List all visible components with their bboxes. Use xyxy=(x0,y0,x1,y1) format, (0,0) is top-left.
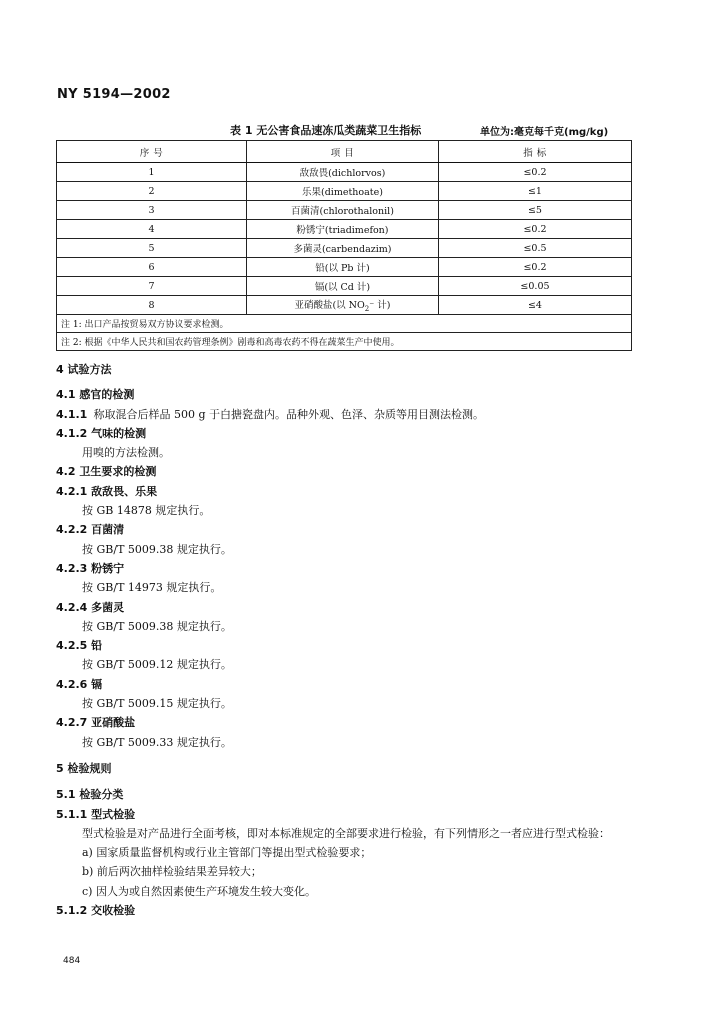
header-item: 项 目 xyxy=(246,141,438,163)
section-heading: 4.2.4 多菌灵 xyxy=(56,600,125,614)
section-heading: 4.2.5 铅 xyxy=(56,639,103,653)
table-note-2: 注 2: 根据《中华人民共和国农药管理条例》剧毒和高毒农药不得在蔬菜生产中使用。 xyxy=(57,333,632,351)
section-heading: 4.1 感官的检测 xyxy=(56,388,135,402)
row-item: 敌敌畏(dichlorvos) xyxy=(246,163,438,182)
clause-paragraph: 型式检验是对产品进行全面考核，即对本标准规定的全部要求进行检验，有下列情形之一者应进行型式检验： xyxy=(82,826,610,840)
nitrite-subscript: 2 xyxy=(364,304,370,313)
section-heading: 5.1 检验分类 xyxy=(56,788,124,802)
section-heading: 5.1.1 型式检验 xyxy=(56,807,136,821)
nitrite-suffix: ⁻ 计) xyxy=(369,300,391,312)
row-item xyxy=(246,296,438,315)
list-item: b) 前后两次抽样检验结果差异较大； xyxy=(82,865,262,879)
section-heading: 5 检验规则 xyxy=(56,761,112,775)
row-no: 7 xyxy=(57,277,247,296)
header-limit: 指 标 xyxy=(438,141,631,163)
standard-code: NY 5194—2002 xyxy=(57,87,171,102)
row-no: 8 xyxy=(57,296,247,315)
table-note-row xyxy=(57,315,632,333)
row-limit: ≤5 xyxy=(438,201,631,220)
clause-text: 称取混合后样品 500 g 于白搪瓷盘内。品种外观、色泽、杂质等用目测法检测。 xyxy=(93,407,485,421)
row-no: 4 xyxy=(57,220,247,239)
clause-text: 用嗅的方法检测。 xyxy=(82,446,170,460)
row-item: 百菌清(chlorothalonil) xyxy=(246,201,438,220)
row-no: 6 xyxy=(57,258,247,277)
row-no: 1 xyxy=(57,163,247,182)
row-item: 铅(以 Pb 计) xyxy=(246,258,438,277)
clause-text: 按 GB/T 5009.15 规定执行。 xyxy=(82,697,232,711)
clause-text: 按 GB 14878 规定执行。 xyxy=(82,504,211,518)
row-no: 2 xyxy=(57,182,247,201)
clause-text: 按 GB/T 5009.38 规定执行。 xyxy=(82,619,232,633)
clause-text: 按 GB/T 5009.38 规定执行。 xyxy=(82,542,232,556)
row-limit: ≤4 xyxy=(438,296,631,315)
table-row xyxy=(57,182,632,201)
row-limit: ≤0.2 xyxy=(438,220,631,239)
row-item: 镉(以 Cd 计) xyxy=(246,277,438,296)
table-row xyxy=(57,277,632,296)
clause-text: 按 GB/T 5009.12 规定执行。 xyxy=(82,658,232,672)
table-row xyxy=(57,296,632,315)
clause-number: 4.1.1 xyxy=(56,407,88,421)
row-no: 5 xyxy=(57,239,247,258)
page-number: 484 xyxy=(63,956,81,966)
table-row xyxy=(57,239,632,258)
section-heading: 4.2.1 敌敌畏、乐果 xyxy=(56,484,158,498)
nitrite-label: 亚硝酸盐(以 NO xyxy=(294,300,365,312)
clause-text: 按 GB/T 5009.33 规定执行。 xyxy=(82,735,232,749)
section-heading: 4.2.3 粉锈宁 xyxy=(56,561,125,575)
clause-text: 按 GB/T 14973 规定执行。 xyxy=(82,581,222,595)
section-heading: 4.1.2 气味的检测 xyxy=(56,426,147,440)
row-item: 粉锈宁(triadimefon) xyxy=(246,220,438,239)
section-heading: 4.2.2 百菌清 xyxy=(56,523,125,537)
row-limit: ≤0.2 xyxy=(438,163,631,182)
table-unit: 单位为:毫克每千克(mg/kg) xyxy=(480,127,609,138)
hygiene-index-table xyxy=(56,140,632,351)
section-heading: 4.2.7 亚硝酸盐 xyxy=(56,716,136,730)
table-caption: 表 1 无公害食品速冻瓜类蔬菜卫生指标 xyxy=(230,124,422,137)
table-row xyxy=(57,163,632,182)
section-heading: 4.2 卫生要求的检测 xyxy=(56,465,157,479)
table-header-row xyxy=(57,141,632,163)
header-no: 序 号 xyxy=(57,141,247,163)
section-heading: 5.1.2 交收检验 xyxy=(56,904,136,918)
clause-4-1-1 xyxy=(56,405,656,424)
table-note-row xyxy=(57,333,632,351)
table-row xyxy=(57,201,632,220)
section-heading: 4.2.6 镉 xyxy=(56,677,103,691)
table-row xyxy=(57,220,632,239)
table-note-1: 注 1: 出口产品按贸易双方协议要求检测。 xyxy=(57,315,632,333)
document-body xyxy=(56,360,656,920)
row-item: 多菌灵(carbendazim) xyxy=(246,239,438,258)
row-limit: ≤0.5 xyxy=(438,239,631,258)
section-heading: 4 试验方法 xyxy=(56,363,112,376)
list-item: c) 因人为或自然因素使生产环境发生较大变化。 xyxy=(82,884,316,898)
row-limit: ≤0.05 xyxy=(438,277,631,296)
row-limit: ≤1 xyxy=(438,182,631,201)
row-item: 乐果(dimethoate) xyxy=(246,182,438,201)
row-no: 3 xyxy=(57,201,247,220)
row-limit: ≤0.2 xyxy=(438,258,631,277)
list-item: a) 国家质量监督机构或行业主管部门等提出型式检验要求； xyxy=(82,846,372,860)
table-row xyxy=(57,258,632,277)
